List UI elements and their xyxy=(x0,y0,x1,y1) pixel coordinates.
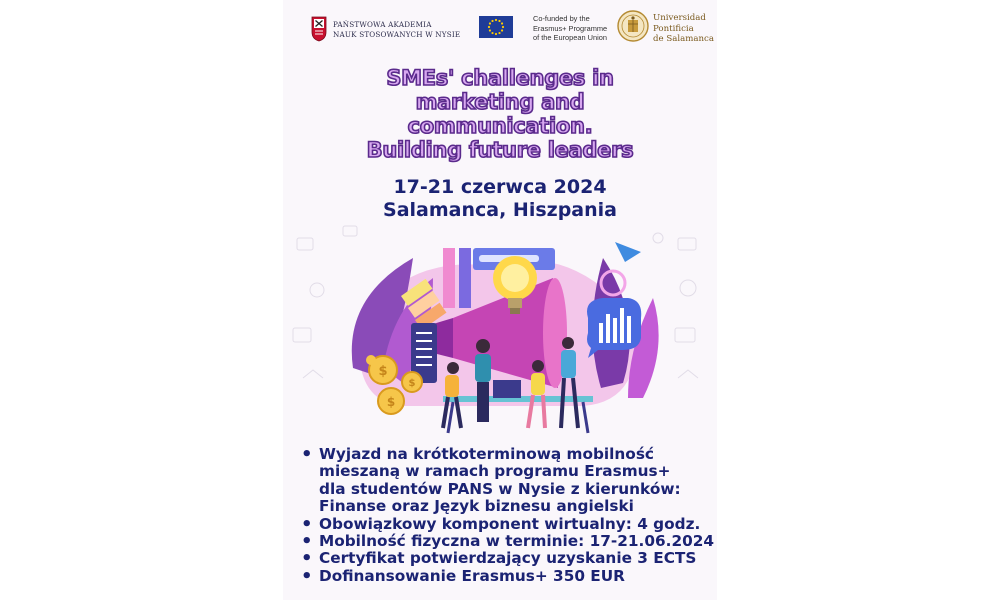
event-dates: 17-21 czerwca 2024 xyxy=(393,176,607,198)
eu-star-icon xyxy=(488,26,490,28)
eu-star-icon xyxy=(501,29,503,31)
eu-star-icon xyxy=(489,29,491,31)
marketing-illustration xyxy=(283,218,717,443)
info-bullet-item xyxy=(301,568,715,585)
svg-text:$: $ xyxy=(378,364,388,379)
usal-line2: Pontificia xyxy=(653,23,694,34)
eu-star-icon xyxy=(502,26,504,28)
svg-text:$: $ xyxy=(386,395,396,409)
pans-name xyxy=(333,20,460,40)
info-bullet-item xyxy=(301,516,715,533)
info-bullet-line: mieszaną w ramach programu Erasmus+ xyxy=(319,462,671,481)
usal-logo xyxy=(617,10,717,46)
poster xyxy=(283,0,717,600)
info-bullet-list xyxy=(301,446,715,585)
eu-line1: Co-funded by the xyxy=(533,14,590,23)
eu-star-icon xyxy=(489,22,491,24)
pans-name-line1: PAŃSTWOWA AKADEMIA xyxy=(333,20,432,29)
eu-star-icon xyxy=(498,20,500,22)
info-bullet-item xyxy=(301,446,715,516)
usal-name xyxy=(653,13,714,45)
svg-text:$: $ xyxy=(408,378,416,389)
usal-line3: de Salamanca xyxy=(653,34,714,44)
title-line3: communication. xyxy=(407,114,593,138)
eu-star-icon xyxy=(495,33,497,35)
eu-star-icon xyxy=(491,32,493,34)
info-bullet-item xyxy=(301,550,715,567)
pans-name-line2: NAUK STOSOWANYCH W NYSIE xyxy=(333,30,461,39)
eu-flag-icon xyxy=(479,16,513,38)
event-place: Salamanca, Hiszpania xyxy=(383,199,617,221)
eu-line2: Erasmus+ Programme xyxy=(533,23,608,33)
eu-star-icon xyxy=(495,19,497,21)
info-bullet-line: • Mobilność fizyczna w terminie: 17-21.06.2024 xyxy=(319,532,715,551)
info-bullet-line: • Wyjazd na krótkoterminową mobilność xyxy=(319,445,654,463)
eu-star-icon xyxy=(498,32,500,34)
usal-seal-icon xyxy=(617,10,649,42)
eu-funding-text xyxy=(533,14,607,43)
eu-star-icon xyxy=(501,22,503,24)
info-bullet-line: • Certyfikat potwierdzający uzyskanie 3 ECTS xyxy=(319,549,697,568)
pans-shield-icon xyxy=(311,16,327,42)
eu-logo xyxy=(479,14,608,44)
info-bullet-item xyxy=(301,533,715,550)
usal-line1: Universidad xyxy=(653,13,706,23)
poster-title xyxy=(283,66,717,162)
info-bullet-line: • Dofinansowanie Erasmus+ 350 EUR xyxy=(319,566,625,585)
paper-plane-icon xyxy=(615,242,641,262)
info-bullet-line: Finanse oraz Język biznesu angielski xyxy=(319,497,634,516)
title-line2: marketing and xyxy=(415,90,585,114)
title-line4: Building future leaders xyxy=(366,138,634,162)
info-bullet-line: dla studentów PANS w Nysie z kierunków: xyxy=(319,479,681,498)
info-bullet-line: • Obowiązkowy komponent wirtualny: 4 godz. xyxy=(319,514,701,533)
eu-star-icon xyxy=(491,20,493,22)
event-info xyxy=(283,176,717,222)
pans-logo xyxy=(311,16,461,44)
eu-line3: of the European Union xyxy=(533,33,607,43)
title-line1: SMEs' challenges in xyxy=(386,66,614,90)
